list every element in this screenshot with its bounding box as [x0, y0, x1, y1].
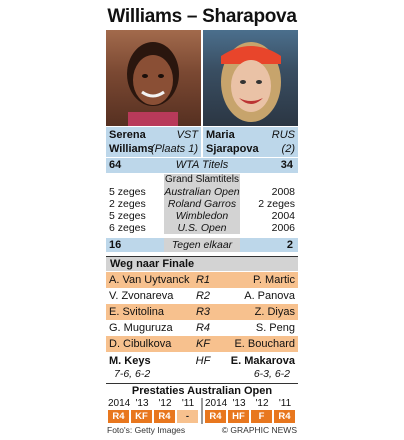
player-right-country: RUS: [271, 129, 295, 141]
infographic: [106, 6, 298, 436]
gs-event: U.S. Open: [164, 222, 240, 234]
semifinal-scores: [106, 368, 298, 380]
result-badge: F: [251, 410, 272, 423]
semi-left-score: 7-6, 6-2: [114, 368, 151, 380]
grand-slam-header: Grand Slamtitels: [165, 174, 239, 185]
year-label: '11: [278, 398, 292, 409]
result-badge: R4: [274, 410, 295, 423]
round-right: S. Peng: [255, 322, 295, 334]
photo-credit: Foto's: Getty Images: [107, 425, 186, 435]
round-label: R2: [195, 290, 211, 302]
h2h-left: 16: [109, 239, 122, 251]
h2h-right: 2: [286, 239, 293, 251]
gs-right: 2004: [271, 210, 295, 222]
h2h-label: Tegen elkaar: [164, 238, 240, 252]
gs-right: 2 zeges: [258, 198, 295, 210]
round-right: P. Martic: [253, 274, 295, 286]
round-left: G. Muguruza: [109, 322, 173, 334]
player-portrait-left: [106, 30, 201, 126]
player-left-first-name: Serena: [109, 129, 146, 141]
result-badge: HF: [228, 410, 249, 423]
gs-left: 2 zeges: [109, 198, 146, 210]
gs-right: 2006: [271, 222, 295, 234]
round-row: [106, 272, 298, 288]
head-to-head-row: [106, 238, 298, 252]
gs-event: Wimbledon: [164, 210, 240, 222]
semi-label: HF: [195, 355, 211, 367]
gs-left: 5 zeges: [109, 210, 146, 222]
player-left-last-name: Williams: [109, 143, 154, 155]
road-to-final-header: Weg naar Finale: [106, 256, 298, 271]
round-label: R4: [195, 322, 211, 334]
result-badge: R4: [154, 410, 175, 423]
player-portrait-right: [203, 30, 298, 126]
grand-slam-row: [106, 198, 298, 210]
year-label: '13: [232, 398, 246, 409]
wta-titles-right: 34: [280, 159, 293, 171]
round-label: KF: [195, 338, 211, 350]
round-label: R3: [195, 306, 211, 318]
grand-slam-row: [106, 186, 298, 198]
photo-maria-sharapova: [203, 30, 298, 126]
name-bar-right: [203, 127, 298, 157]
year-label: '13: [135, 398, 149, 409]
round-left: A. Van Uytvanck: [109, 274, 190, 286]
wta-titles-left: 64: [109, 159, 122, 171]
grand-slam-row: [106, 210, 298, 222]
photo-serena-williams: [106, 30, 201, 126]
semifinal-row: [106, 354, 298, 368]
semi-right-score: 6-3, 6-2: [253, 368, 290, 380]
year-label: '11: [181, 398, 195, 409]
gs-right: 2008: [271, 186, 295, 198]
source-credit: © GRAPHIC NEWS: [221, 425, 297, 435]
grand-slam-row: [106, 222, 298, 234]
gs-left: 6 zeges: [109, 222, 146, 234]
semi-right: E. Makarova: [230, 355, 295, 367]
year-label: 2014: [108, 398, 131, 409]
ao-performance-header: Prestaties Australian Open: [106, 383, 298, 398]
wta-titles-label: WTA Titels: [175, 159, 229, 171]
round-right: Z. Diyas: [254, 306, 295, 318]
round-left: V. Zvonareva: [109, 290, 174, 302]
gs-event: Australian Open: [164, 186, 240, 198]
round-row: [106, 304, 298, 320]
round-left: E. Svitolina: [109, 306, 165, 318]
player-left-country: VST: [176, 129, 198, 141]
wta-titles-row: [106, 158, 298, 173]
footer: [106, 425, 298, 436]
column-divider: [201, 398, 203, 424]
infographic-title: Williams – Sharapova: [107, 6, 297, 27]
round-right: A. Panova: [244, 290, 295, 302]
round-right: E. Bouchard: [234, 338, 295, 350]
player-right-last-name: Sjarapova: [206, 143, 259, 155]
round-label: R1: [195, 274, 211, 286]
round-row: [106, 336, 298, 352]
round-row: [106, 288, 298, 304]
result-badge: KF: [131, 410, 152, 423]
year-label: 2014: [205, 398, 228, 409]
round-left: D. Cibulkova: [109, 338, 172, 350]
year-label: '12: [255, 398, 269, 409]
player-right-first-name: Maria: [206, 129, 235, 141]
semi-left: M. Keys: [109, 355, 151, 367]
year-label: '12: [158, 398, 172, 409]
gs-event: Roland Garros: [164, 198, 240, 210]
result-badge: -: [177, 410, 198, 423]
round-row: [106, 320, 298, 336]
player-right-seed: (2): [281, 143, 295, 155]
player-left-seed: (Plaats 1): [150, 143, 198, 155]
result-badge: R4: [205, 410, 226, 423]
result-badge: R4: [108, 410, 129, 423]
gs-left: 5 zeges: [109, 186, 146, 198]
name-bar-left: [106, 127, 201, 157]
